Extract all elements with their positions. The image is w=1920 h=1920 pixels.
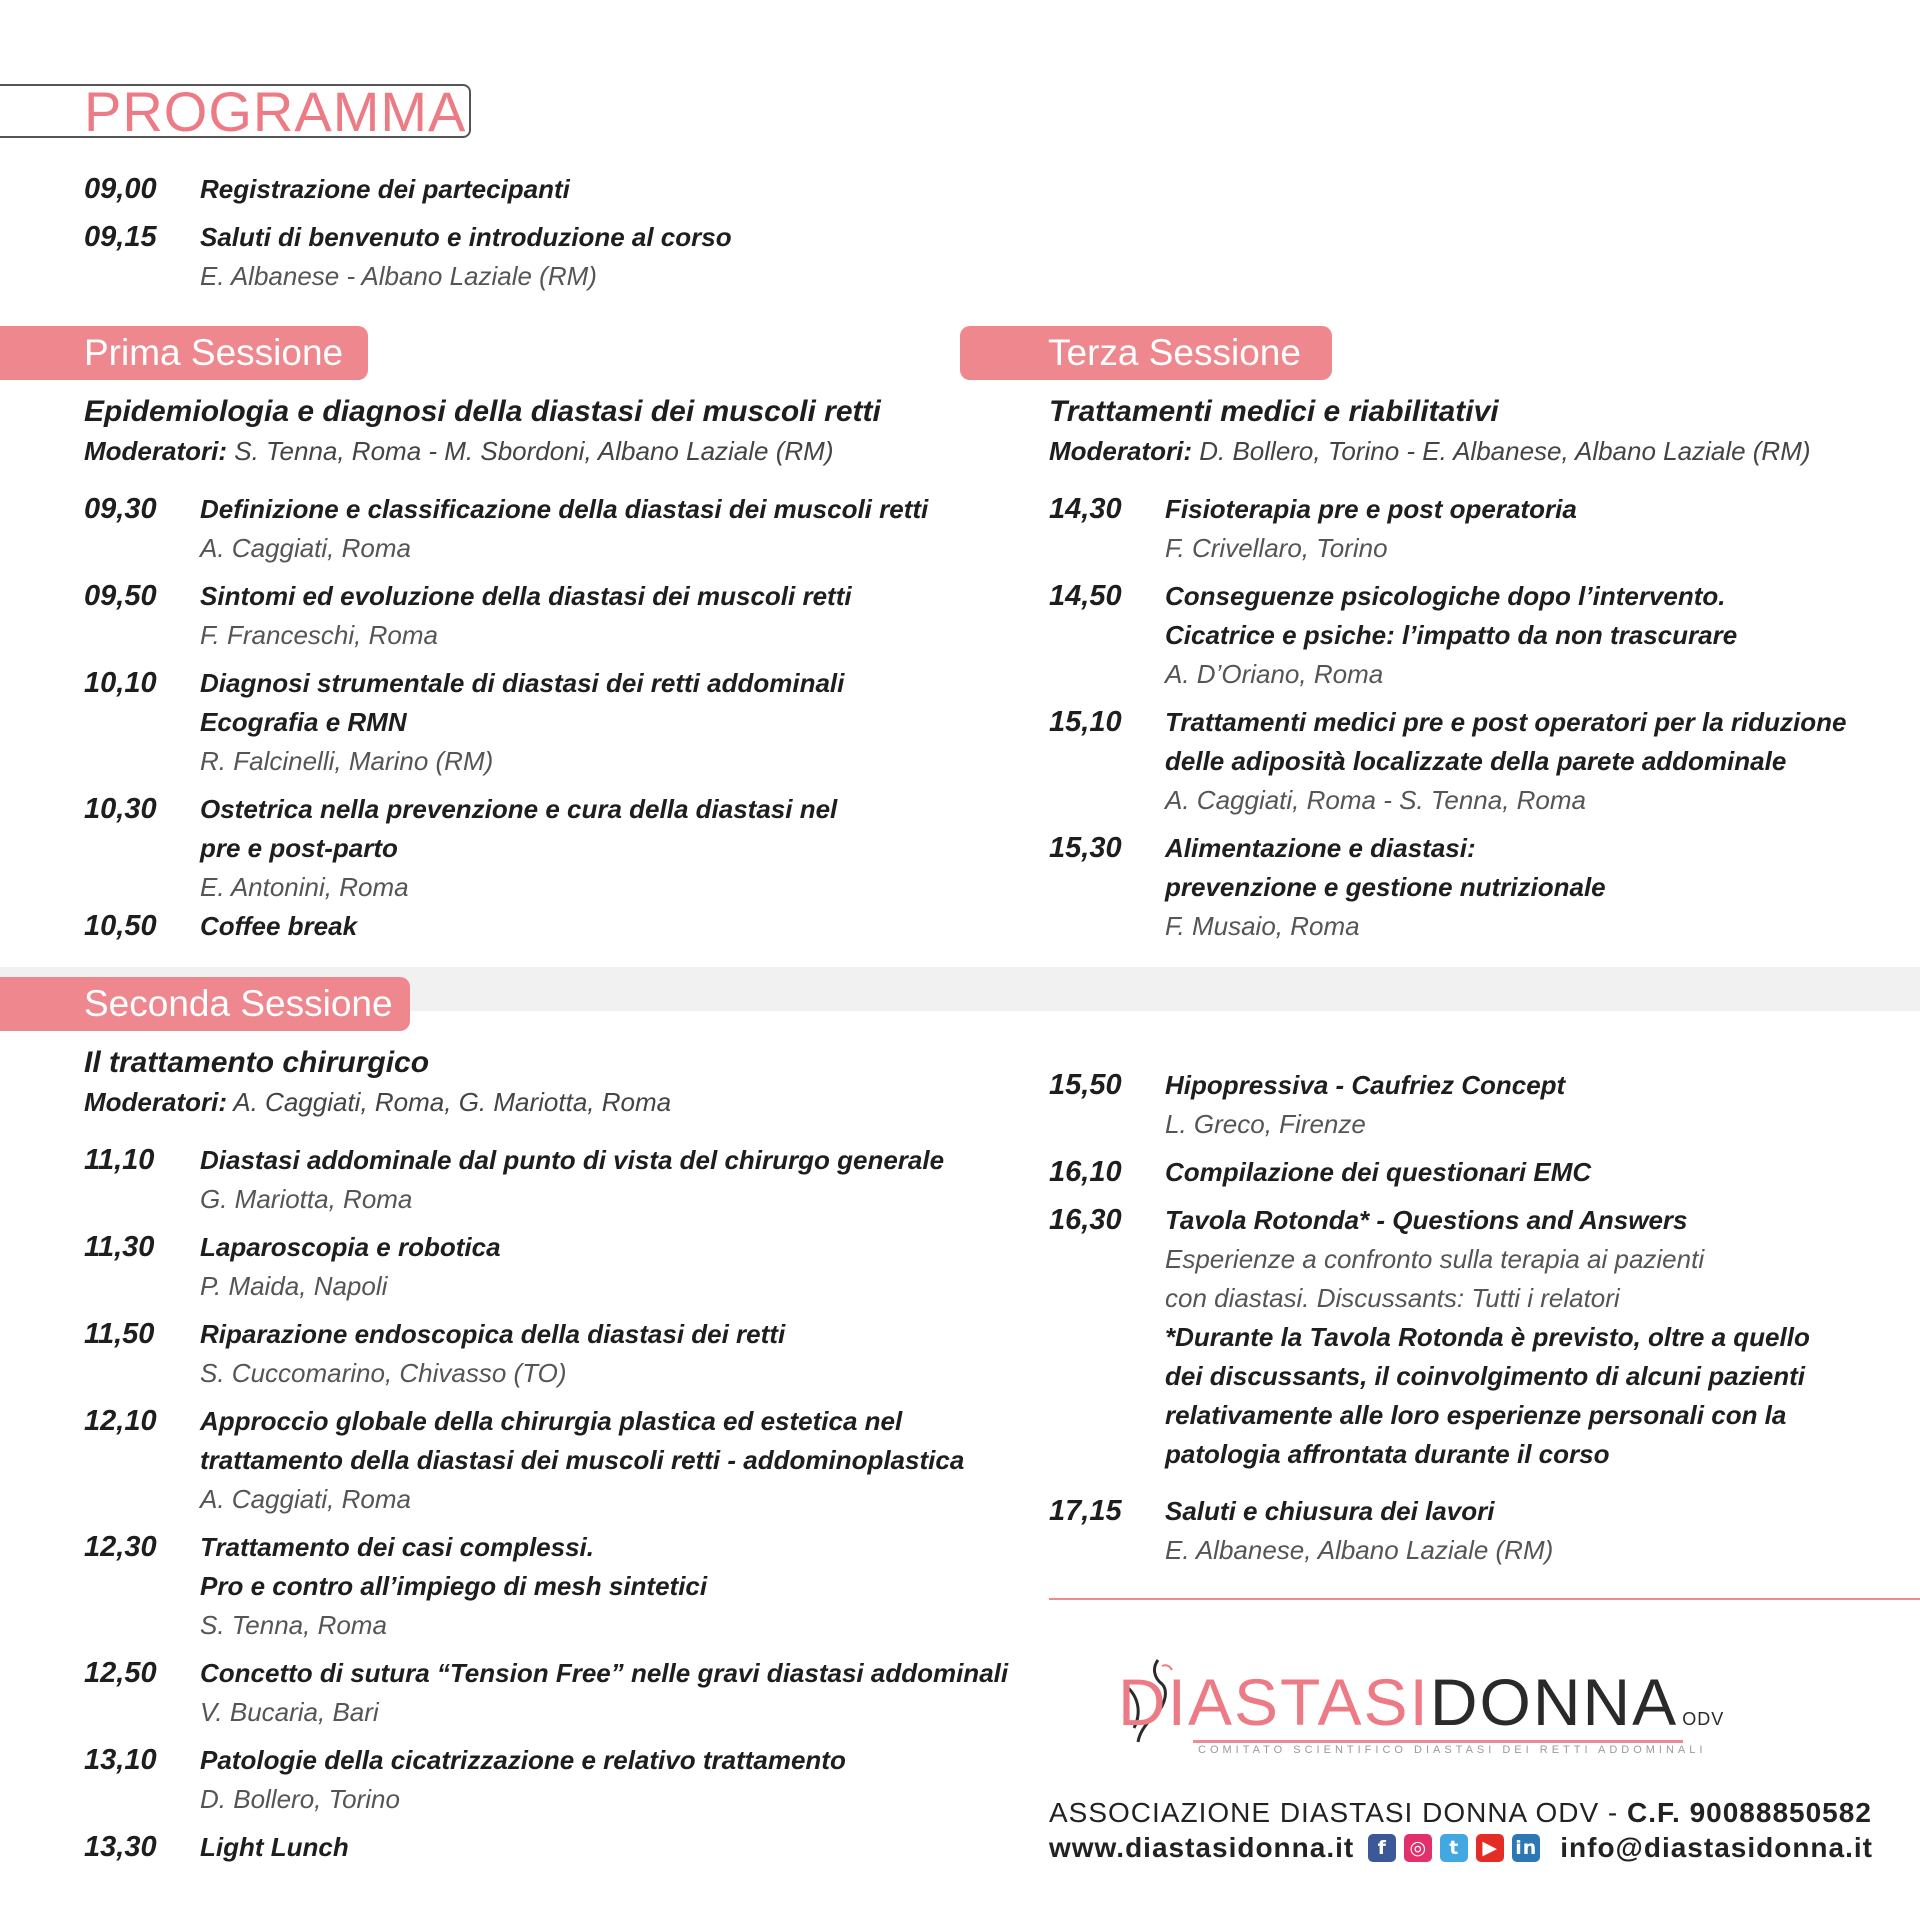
program-item xyxy=(84,218,964,296)
program-item xyxy=(1049,1201,1909,1474)
item-title: Riparazione endoscopica della diastasi dei retti xyxy=(200,1319,786,1349)
program-item xyxy=(84,1141,984,1219)
item-time: 11,10 xyxy=(84,1144,155,1176)
item-title: Trattamento dei casi complessi. xyxy=(200,1532,594,1562)
item-time: 16,10 xyxy=(1049,1156,1122,1188)
item-speaker: F. Franceschi, Roma xyxy=(200,620,438,650)
item-time: 14,50 xyxy=(1049,580,1122,612)
item-speaker: R. Falcinelli, Marino (RM) xyxy=(200,746,494,776)
item-speaker: L. Greco, Firenze xyxy=(1165,1109,1366,1139)
session-title: Trattamenti medici e riabilitativi xyxy=(1049,395,1499,428)
item-note: relativamente alle loro esperienze personali con la xyxy=(1165,1400,1787,1430)
program-item xyxy=(84,1828,984,1867)
item-title: Compilazione dei questionari EMC xyxy=(1165,1157,1592,1187)
intro-block xyxy=(84,170,964,305)
item-title: Saluti e chiusura dei lavori xyxy=(1165,1496,1495,1526)
seconda-session xyxy=(84,1043,1009,1876)
item-title-line2: delle adiposità localizzate della parete addominale xyxy=(1165,746,1787,776)
website-link[interactable]: www.diastasidonna.it xyxy=(1049,1832,1355,1863)
item-time: 11,50 xyxy=(84,1318,155,1350)
item-title-line2: Cicatrice e psiche: l’impatto da non trascurare xyxy=(1165,620,1738,650)
logo xyxy=(1118,1652,1758,1772)
item-time: 12,50 xyxy=(84,1657,157,1689)
program-item xyxy=(84,577,984,655)
moderators: Moderatori: D. Bollero, Torino - E. Albanese, Albano Laziale (RM) xyxy=(1049,436,1811,466)
item-note: dei discussants, il coinvolgimento di alcuni pazienti xyxy=(1165,1361,1806,1391)
item-title-line2: prevenzione e gestione nutrizionale xyxy=(1165,872,1606,902)
item-title: Sintomi ed evoluzione della diastasi dei muscoli retti xyxy=(200,581,852,611)
program-item xyxy=(84,907,984,946)
program-item xyxy=(84,664,984,781)
item-note: *Durante la Tavola Rotonda è previsto, oltre a quello xyxy=(1165,1322,1810,1352)
item-title: Patologie della cicatrizzazione e relativo trattamento xyxy=(200,1745,846,1775)
program-item xyxy=(1049,703,1909,820)
item-speaker: A. Caggiati, Roma - S. Tenna, Roma xyxy=(1165,785,1587,815)
program-item xyxy=(84,170,964,209)
item-speaker: F. Crivellaro, Torino xyxy=(1165,533,1388,563)
item-title: Registrazione dei partecipanti xyxy=(200,174,570,204)
facebook-icon[interactable]: f xyxy=(1368,1834,1396,1862)
program-item xyxy=(84,1315,984,1393)
item-title: Ostetrica nella prevenzione e cura della diastasi nel xyxy=(200,794,838,824)
program-item xyxy=(84,1528,984,1645)
item-speaker: A. Caggiati, Roma xyxy=(200,1484,411,1514)
item-title-line2: trattamento della diastasi dei muscoli retti - addominoplastica xyxy=(200,1445,965,1475)
item-speaker: V. Bucaria, Bari xyxy=(200,1697,379,1727)
program-item xyxy=(1049,1066,1909,1144)
item-title: Diagnosi strumentale di diastasi dei retti addominali xyxy=(200,668,845,698)
item-description: con diastasi. Discussants: Tutti i relatori xyxy=(1165,1283,1620,1313)
item-note: patologia affrontata durante il corso xyxy=(1165,1439,1610,1469)
item-speaker: F. Musaio, Roma xyxy=(1165,911,1360,941)
email-link[interactable]: info@diastasidonna.it xyxy=(1560,1832,1873,1863)
program-item xyxy=(84,1402,984,1519)
item-speaker: E. Antonini, Roma xyxy=(200,872,409,902)
item-title: Approccio globale della chirurgia plastica ed estetica nel xyxy=(200,1406,903,1436)
logo-wordmark: DIASTASIDONNA ODV xyxy=(1118,1665,1725,1739)
item-title: Coffee break xyxy=(200,911,358,941)
program-item xyxy=(84,490,984,568)
item-title-line2: Ecografia e RMN xyxy=(200,707,407,737)
program-item xyxy=(84,790,984,907)
item-time: 13,30 xyxy=(84,1831,157,1863)
seconda-session-label: Seconda Sessione xyxy=(0,977,410,1031)
item-title: Concetto di sutura “Tension Free” nelle gravi diastasi addominali xyxy=(200,1658,1009,1688)
program-item xyxy=(1049,1492,1909,1570)
item-speaker: D. Bollero, Torino xyxy=(200,1784,400,1814)
item-title: Laparoscopia e robotica xyxy=(200,1232,501,1262)
item-title: Tavola Rotonda* - Questions and Answers xyxy=(1165,1205,1688,1235)
prima-session-label: Prima Sessione xyxy=(0,326,368,380)
item-time: 17,15 xyxy=(1049,1495,1122,1527)
item-title: Fisioterapia pre e post operatoria xyxy=(1165,494,1577,524)
terza-session-continued xyxy=(1049,1066,1909,1579)
item-speaker: E. Albanese, Albano Laziale (RM) xyxy=(1165,1535,1554,1565)
item-title: Saluti di benvenuto e introduzione al corso xyxy=(200,222,732,252)
program-item xyxy=(1049,490,1909,568)
item-title: Diastasi addominale dal punto di vista del chirurgo generale xyxy=(200,1145,945,1175)
program-item xyxy=(1049,577,1909,694)
item-time: 15,50 xyxy=(1049,1069,1122,1101)
item-title-line2: Pro e contro all’impiego di mesh sintetici xyxy=(200,1571,708,1601)
item-title: Definizione e classificazione della diastasi dei muscoli retti xyxy=(200,494,929,524)
item-time: 09,15 xyxy=(84,221,157,253)
instagram-icon[interactable]: ◎ xyxy=(1404,1834,1432,1862)
item-time: 11,30 xyxy=(84,1231,155,1263)
item-time: 16,30 xyxy=(1049,1204,1122,1236)
item-time: 12,10 xyxy=(84,1405,157,1437)
item-time: 09,30 xyxy=(84,493,157,525)
item-title: Trattamenti medici pre e post operatori per la riduzione xyxy=(1165,707,1847,737)
linkedin-icon[interactable]: in xyxy=(1512,1834,1540,1862)
program-item xyxy=(84,1228,984,1306)
twitter-icon[interactable]: t xyxy=(1440,1834,1468,1862)
item-title-line2: pre e post-parto xyxy=(200,833,398,863)
item-time: 10,10 xyxy=(84,667,157,699)
item-speaker: A. D’Oriano, Roma xyxy=(1165,659,1384,689)
item-title: Hipopressiva - Caufriez Concept xyxy=(1165,1070,1566,1100)
item-time: 09,50 xyxy=(84,580,157,612)
footer-divider xyxy=(1049,1598,1920,1600)
item-speaker: S. Cuccomarino, Chivasso (TO) xyxy=(200,1358,567,1388)
item-time: 12,30 xyxy=(84,1531,157,1563)
item-title: Alimentazione e diastasi: xyxy=(1165,833,1476,863)
contacts-row xyxy=(1049,1830,1873,1866)
item-title: Conseguenze psicologiche dopo l’intervento. xyxy=(1165,581,1726,611)
moderators: Moderatori: S. Tenna, Roma - M. Sbordoni, Albano Laziale (RM) xyxy=(84,436,834,466)
item-title: Light Lunch xyxy=(200,1832,349,1862)
moderators: Moderatori: A. Caggiati, Roma, G. Mariotta, Roma xyxy=(84,1087,672,1117)
session-title: Il trattamento chirurgico xyxy=(84,1046,430,1079)
session-title: Epidemiologia e diagnosi della diastasi dei muscoli retti xyxy=(84,395,881,428)
program-item xyxy=(1049,829,1909,946)
item-time: 14,30 xyxy=(1049,493,1122,525)
item-time: 13,10 xyxy=(84,1744,157,1776)
association-info: ASSOCIAZIONE DIASTASI DONNA ODV - C.F. 90088850582 xyxy=(1049,1797,1872,1828)
item-speaker: A. Caggiati, Roma xyxy=(200,533,411,563)
terza-session xyxy=(1049,392,1909,955)
logo-subtitle: COMITATO SCIENTIFICO DIASTASI DEI RETTI ADDOMINALI xyxy=(1198,1744,1707,1756)
youtube-icon[interactable]: ▶ xyxy=(1476,1834,1504,1862)
item-speaker: G. Mariotta, Roma xyxy=(200,1184,413,1214)
item-speaker: S. Tenna, Roma xyxy=(200,1610,387,1640)
prima-session xyxy=(84,392,984,955)
item-speaker: E. Albanese - Albano Laziale (RM) xyxy=(200,261,597,291)
item-time: 15,30 xyxy=(1049,832,1122,864)
item-time: 10,50 xyxy=(84,910,157,942)
item-description: Esperienze a confronto sulla terapia ai pazienti xyxy=(1165,1244,1705,1274)
page-title: PROGRAMMA xyxy=(84,80,467,143)
item-time: 15,10 xyxy=(1049,706,1122,738)
terza-session-label: Terza Sessione xyxy=(960,326,1332,380)
logo-underline xyxy=(1193,1740,1683,1743)
item-time: 09,00 xyxy=(84,173,157,205)
program-item xyxy=(84,1741,984,1819)
item-time: 10,30 xyxy=(84,793,157,825)
program-item xyxy=(84,1654,1009,1732)
item-speaker: P. Maida, Napoli xyxy=(200,1271,388,1301)
program-item xyxy=(1049,1153,1909,1192)
